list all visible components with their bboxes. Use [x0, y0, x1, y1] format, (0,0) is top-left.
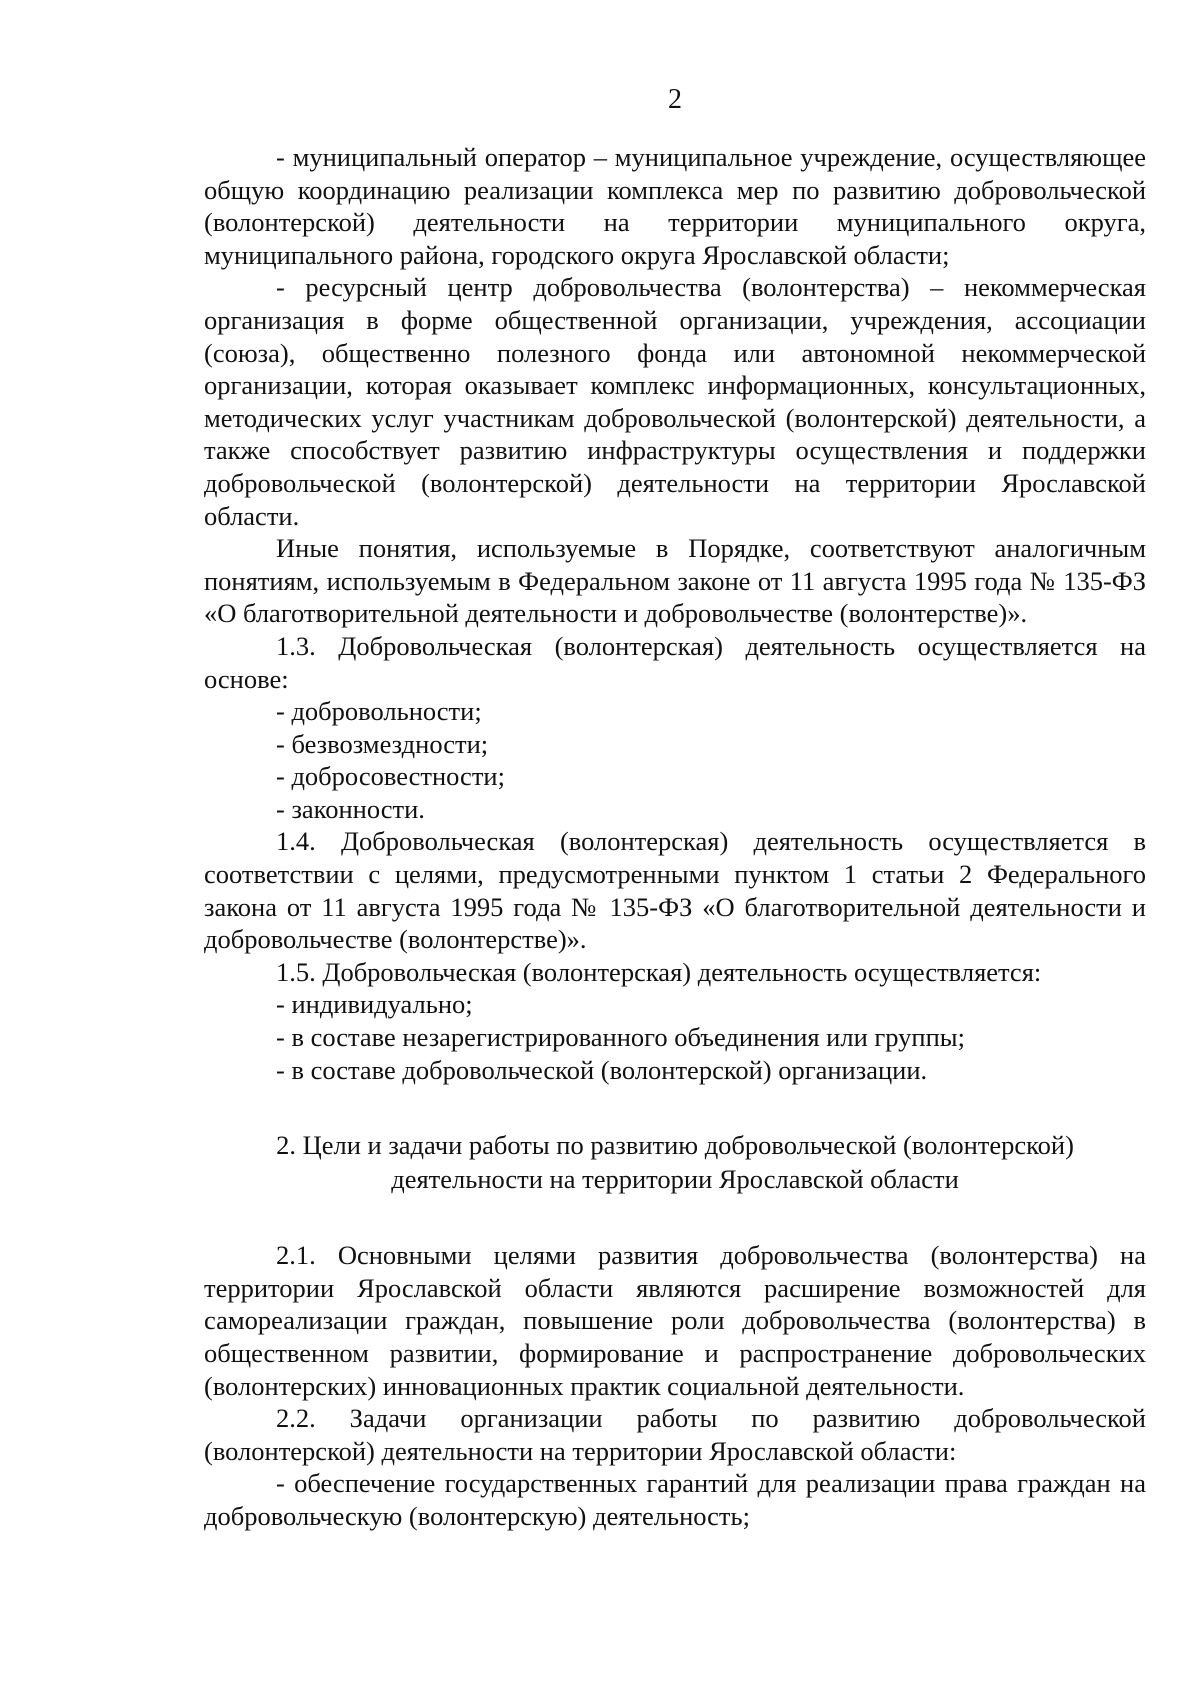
- page-number: 2: [668, 84, 682, 115]
- section-heading-line: деятельности на территории Ярославской области: [391, 1164, 959, 1195]
- paragraph-municipal-operator: - муниципальный оператор – муниципальное учреждение, осуществляющее общую координацию реализации комплекса мер по развитию добровольческой (волонтерской) деятельности на территории муниципального округа, муниципального района, городского округа Ярославской области;: [204, 142, 1146, 270]
- document-body: [204, 141, 1146, 1533]
- paragraph-1-4: 1.4. Добровольческая (волонтерская) деятельность осуществляется в соответствии с целями, предусмотренными пунктом 1 статьи 2 Федерального закона от 11 августа 1995 года № 135-ФЗ «О благотворительной деятельности и добровольчестве (волонтерстве)».: [204, 826, 1146, 955]
- list-item: - добросовестности;: [276, 761, 505, 792]
- paragraph-resource-center: - ресурсный центр добровольчества (волонтерства) – некоммерческая организация в форме общественной организации, учреждения, ассоциации (союза), общественно полезного фонда или автономной некоммерческой организации, которая оказывает комплекс информационных, консультационных, методических услуг участникам добровольческой (волонтерской) деятельности, а также способствует развитию инфраструктуры осуществления и поддержки добровольческой (волонтерской) деятельности на территории Ярославской области.: [204, 272, 1146, 531]
- list-item: - в составе добровольческой (волонтерской) организации.: [276, 1054, 928, 1085]
- list-item: - законности.: [276, 793, 425, 824]
- section-heading-line: 2. Цели и задачи работы по развитию добровольческой (волонтерской): [276, 1130, 1074, 1161]
- paragraph-1-3: 1.3. Добровольческая (волонтерская) деятельность осуществляется на основе:: [204, 630, 1146, 694]
- list-item: - в составе незарегистрированного объединения или группы;: [276, 1022, 965, 1053]
- paragraph-other-terms: Иные понятия, используемые в Порядке, соответствуют аналогичным понятиям, используемым в Федеральном законе от 11 августа 1995 года № 135-ФЗ «О благотворительной деятельности и добровольчестве (волонтерстве)».: [204, 533, 1146, 629]
- paragraph-2-1: 2.1. Основными целями развития добровольчества (волонтерства) на территории Ярославской области являются расширение возможностей для самореализации граждан, повышение роли добровольчества (волонтерства) в общественном развитии, формирование и распространение добровольческих (волонтерских) инновационных практик социальной деятельности.: [204, 1240, 1146, 1401]
- paragraph-2-2: 2.2. Задачи организации работы по развитию добровольческой (волонтерской) деятельности на территории Ярославской области:: [204, 1403, 1146, 1466]
- paragraph-state-guarantees: - обеспечение государственных гарантий для реализации права граждан на добровольческую (волонтерскую) деятельность;: [204, 1468, 1146, 1531]
- section-2-heading: [204, 1128, 1146, 1196]
- paragraph-1-5: 1.5. Добровольческая (волонтерская) деятельность осуществляется:: [276, 956, 1042, 987]
- list-item: - добровольности;: [276, 696, 482, 727]
- list-item: - индивидуально;: [276, 989, 473, 1020]
- list-item: - безвозмездности;: [276, 728, 489, 759]
